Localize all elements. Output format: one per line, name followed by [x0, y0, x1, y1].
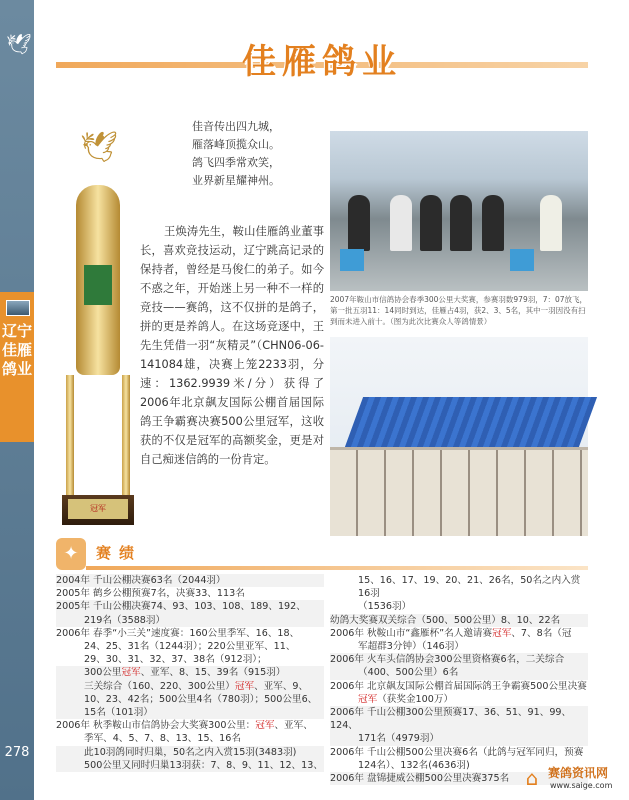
record-line: 219名（3588羽） [56, 614, 324, 627]
page-header [56, 34, 588, 86]
record-line: 此10羽鸽同时归巢，50名之内入赏15羽(3483羽) [56, 746, 324, 759]
record-line: 军超群3分钟）（146羽） [358, 641, 464, 653]
record-line: 300公里冠军、亚军、8、15、39名（915羽） [56, 666, 324, 679]
poem-line: 鸽飞四季常欢笑， [192, 156, 280, 169]
eagle-icon: 🕊 [79, 130, 119, 165]
pigeon-logo-icon: ✦ [56, 538, 86, 570]
record-line: 季军、4、5、7、8、13、15、16名 [84, 733, 241, 745]
record-line: 2006年 春季“小三关”速度赛：160公里季军、16、18、 [56, 627, 300, 639]
poem-line: 雁落峰顶揽众山。 [192, 138, 280, 151]
side-tab [0, 292, 34, 442]
record-line: 2006年 北京飙友国际公棚首届国际鸽王争霸赛500公里决赛 [330, 680, 587, 692]
record-line: 2004年 千山公棚决赛63名（2044羽） [56, 574, 324, 587]
champion-highlight: 冠军 [121, 667, 141, 679]
records-title: 赛绩 [96, 544, 143, 562]
site-watermark [520, 762, 628, 796]
record-line: （1536羽） [358, 601, 412, 613]
trophy-image [56, 125, 146, 525]
record-line: 2006年 千山公棚500公里决赛6名（此鸽与冠军同归，预赛 [330, 746, 584, 758]
left-sidebar [0, 0, 34, 800]
record-line: 124名）、132名(4636羽) [358, 759, 470, 771]
record-line: 2005年 鹤乡公棚预赛7名，决赛33、113名 [56, 588, 245, 600]
thumbnail-icon [6, 300, 30, 316]
champion-highlight: 冠军 [234, 680, 255, 692]
record-line: 冠军（获奖金100万） [358, 693, 454, 705]
loft-wall [330, 447, 588, 536]
champion-highlight: 冠军 [358, 693, 378, 705]
records-left-column [56, 574, 324, 772]
record-line: 29、30、31、32、37、38名（912羽）； [84, 654, 267, 666]
records-header [56, 538, 588, 574]
record-line: 171名（4979羽） [330, 732, 588, 745]
record-line: 2006年 火车头信鸽协会300公里资格赛6名，二关综合 [330, 653, 588, 666]
record-line: 2006年 千山公棚300公里预赛17、36、51、91、99、124、 [330, 706, 588, 732]
record-line: 500公里又同时归巢13羽获：7、8、9、11、12、13、 [56, 759, 324, 772]
record-line: 15、16、17、19、20、21、26名，50名之内入赏16羽 [358, 575, 581, 600]
trophy-green-band [84, 265, 112, 305]
record-line: 2006年 秋季鞍山市信鸽协会大奖赛300公里：冠军、亚军、 [56, 720, 313, 732]
poem-line: 佳音传出四九城， [192, 120, 280, 133]
side-tab-label: 辽宁佳雁鸽业 [1, 322, 32, 378]
page-title: 佳雁鸽业 [242, 42, 402, 82]
people-group [340, 171, 580, 251]
record-line: 10、23、42名；500公里4名（780羽）；500公里6、 [56, 693, 324, 706]
trophy-column-left [66, 375, 74, 495]
pigeon-icon: ⌂ [525, 766, 539, 790]
dove-icon: 🕊 [6, 32, 32, 56]
record-line: 15名（101羽） [56, 706, 324, 719]
record-line: 幼鸽大奖赛双关综合（500、500公里）8、10、22名 [330, 614, 588, 627]
loft-roof [345, 397, 597, 447]
record-line: （400、500公里）6名 [330, 666, 588, 679]
records-right-column [330, 574, 588, 785]
trophy-plate: 冠军 [68, 499, 128, 519]
record-line: 24、25、31名（1244羽）；220公里亚军、11、 [84, 641, 296, 653]
watermark-url: www.saige.com [550, 781, 613, 790]
watermark-name: 赛鸽资讯网 [548, 766, 609, 780]
record-line: 三关综合（160、220、300公里）冠军、亚军、9、 [56, 680, 324, 693]
intro-paragraph: 王焕涛先生，鞍山佳雁鸽业董事长，喜欢竞技运动，辽宁跳高记录的保持者，曾经是马俊仁的弟子。如今不惑之年，开始迷上另一种不一样的竞技——赛鸽，这不仅拼的是鸽子，拼的更是养鸽人。在这场竞逐中，王先生凭借一羽“灰精灵”（CHN06-06-141084雄，决赛上笼2233羽，分速：1362.9939米/分）获得了2006年北京飙友国际公棚首届国际鸽王争霸赛决赛500公里冠军，这收获的不仅是冠军的高额奖金，更是对自己痴迷信鸽的一份肯定。 [140, 225, 324, 466]
record-line: 2006年 盘锦捷威公棚500公里决赛375名 [330, 772, 588, 785]
photo-caption: 2007年鞍山市信鸽协会春季300公里大奖赛，参赛羽数979羽，7：07放飞，第一批五羽11：14同时到达，佳雁占4羽，获2、3、5名，其中一羽因没有扫到而未进入前十。（图为此次比赛众人等鸽情景） [330, 295, 588, 326]
race-waiting-photo [330, 131, 588, 291]
page-number: 278 [4, 745, 30, 760]
poem [192, 118, 322, 190]
trophy-column-right [122, 375, 130, 495]
record-line: 2005年 千山公棚决赛74、93、103、108、189、192、 [56, 600, 324, 613]
records-bar [86, 566, 588, 570]
poem-line: 业界新星耀神州。 [192, 174, 280, 187]
record-line: 2006年 秋鞍山市“鑫雁杯”名人邀请赛冠军、7、8名（冠 [330, 627, 572, 639]
champion-highlight: 冠军 [255, 720, 275, 732]
loft-photo [330, 337, 588, 533]
champion-highlight: 冠军 [492, 627, 512, 639]
